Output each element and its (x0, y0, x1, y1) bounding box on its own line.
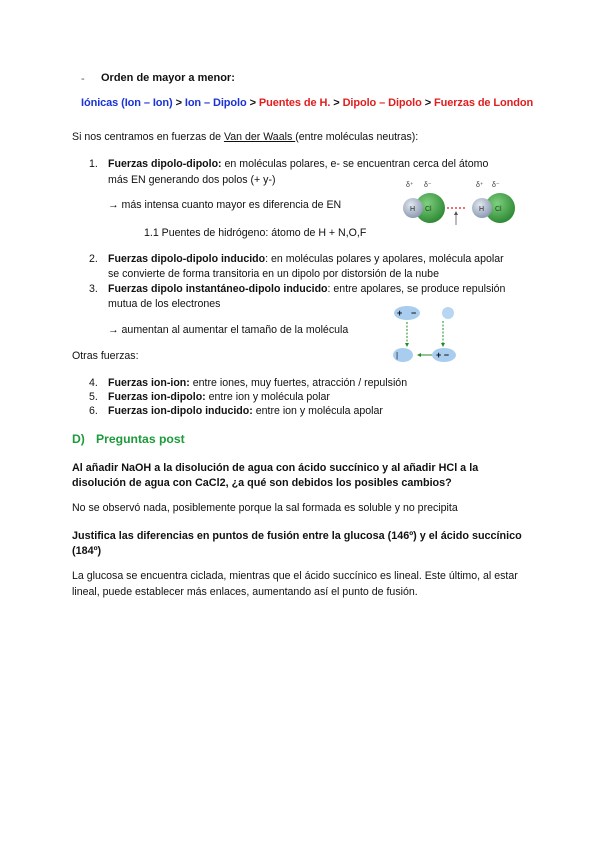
list-item-dipolo-inducido (108, 252, 538, 281)
list-item-text-2: más EN generando dos polos (+ y-) (108, 174, 276, 186)
list-item-title: Fuerzas ion-dipolo inducido: (108, 405, 253, 417)
list-item-ion-dipolo-inducido (108, 404, 528, 418)
list-item-title: Fuerzas dipolo-dipolo inducido (108, 253, 266, 265)
question-1: Al añadir NaOH a la disolución de agua con ácido succínico y al añadir HCl a la disolución de agua con CaCl2, ¿a qué son debidos los posibles cambios? (72, 462, 479, 489)
minus-sign: − (411, 308, 417, 318)
apolar-molecule (442, 307, 454, 319)
atom-cl-label: Cl (425, 206, 432, 213)
hcl-dipole-figure (396, 177, 526, 233)
delta-plus-label: δ⁺ (406, 182, 414, 189)
order-ionic: Iónicas (Ion – Ion) (81, 97, 173, 109)
list-item-text-2: mutua de los electrones (108, 298, 221, 310)
others-label: Otras fuerzas: (72, 350, 139, 362)
list-number: 1. (89, 158, 98, 170)
answer-2: La glucosa se encuentra ciclada, mientras que el ácido succínico es lineal. Este último, al estar lineal, puede establecer más enlaces, aumentando así el punto de fusión. (72, 570, 518, 598)
order-london: Fuerzas de London (433, 97, 534, 109)
order-sep: > (172, 97, 185, 109)
list-item-text: entre ion y molécula polar (205, 391, 330, 403)
list-item-title: Fuerzas dipolo instantáneo-dipolo inducido (108, 283, 328, 295)
list-number: 2. (89, 253, 98, 265)
intro-van-der-waals: Van der Waals (223, 131, 296, 143)
list-item-ion-ion (108, 376, 528, 390)
plus-sign: + (397, 308, 403, 318)
list-item-text: entre iones, muy fuertes, atracción / repulsión (189, 377, 408, 389)
charge-pair: + − (436, 350, 450, 360)
pointer-arrowhead (454, 211, 458, 215)
question-2: Justifica las diferencias en puntos de fusión entre la glucosa (146º) y el ácido succínico (184º) (72, 530, 522, 557)
section-heading (72, 432, 185, 446)
answer-1: No se observó nada, posiblemente porque la sal formada es soluble y no precipita (72, 502, 458, 514)
induction-arrowhead (405, 343, 409, 347)
list-item-text: en moléculas polares, e- se encuentran cerca del átomo (221, 158, 489, 170)
dipolo-arrow-note: → más intensa cuanto mayor es diferencia de EN (108, 199, 342, 211)
order-sep: > (246, 97, 259, 109)
list-item-dipolo-instantaneo (108, 282, 538, 311)
induced-dipole-figure (386, 303, 466, 367)
intro-text-end: (entre moléculas neutras): (295, 131, 419, 143)
atom-cl-label: Cl (495, 206, 502, 213)
intro-text: Si nos centramos en fuerzas de (72, 131, 224, 143)
delta-minus-label: δ⁻ (492, 182, 500, 189)
order-hydrogen-bonds: Puentes de H. (258, 97, 331, 109)
order-title: Orden de mayor a menor: (101, 72, 235, 84)
list-number: 4. (89, 377, 98, 389)
order-ion-dipole: Ion – Dipolo (184, 97, 247, 109)
list-item-text: : en moléculas polares y apolares, molécula apolar (265, 253, 504, 265)
section-letter: D) (72, 432, 85, 446)
atom-h-label: H (410, 206, 416, 213)
order-line (81, 97, 533, 109)
attraction-arrowhead (417, 353, 421, 357)
induction-arrowhead (441, 343, 445, 347)
list-number: 3. (89, 283, 98, 295)
list-item-ion-dipolo (108, 390, 528, 404)
charge-label: | (396, 351, 399, 360)
delta-minus-label: δ⁻ (424, 182, 432, 189)
list-item-title: Fuerzas ion-dipolo: (108, 391, 206, 403)
order-sep: > (421, 97, 434, 109)
order-sep: > (330, 97, 343, 109)
section-title: Preguntas post (96, 432, 185, 446)
hydrogen-bond-subitem: 1.1 Puentes de hidrógeno: átomo de H + N,O,F (144, 227, 367, 239)
atom-h-label: H (479, 206, 485, 213)
list-item-title: Fuerzas dipolo-dipolo: (108, 158, 222, 170)
delta-plus-label: δ⁺ (476, 182, 484, 189)
order-dipole-dipole: Dipolo – Dipolo (342, 97, 422, 109)
order-bullet: - (81, 73, 85, 85)
list-item-text-2: se convierte de forma transitoria en un dipolo por distorsión de la nube (108, 268, 439, 280)
list-number: 5. (89, 391, 98, 403)
list-item-title: Fuerzas ion-ion: (108, 377, 190, 389)
list-number: 6. (89, 405, 98, 417)
london-arrow-note: → aumentan al aumentar el tamaño de la molécula (108, 324, 349, 336)
list-item-text: : entre apolares, se produce repulsión (327, 283, 506, 295)
intro-paragraph (72, 130, 418, 144)
list-item-text: entre ion y molécula apolar (252, 405, 383, 417)
